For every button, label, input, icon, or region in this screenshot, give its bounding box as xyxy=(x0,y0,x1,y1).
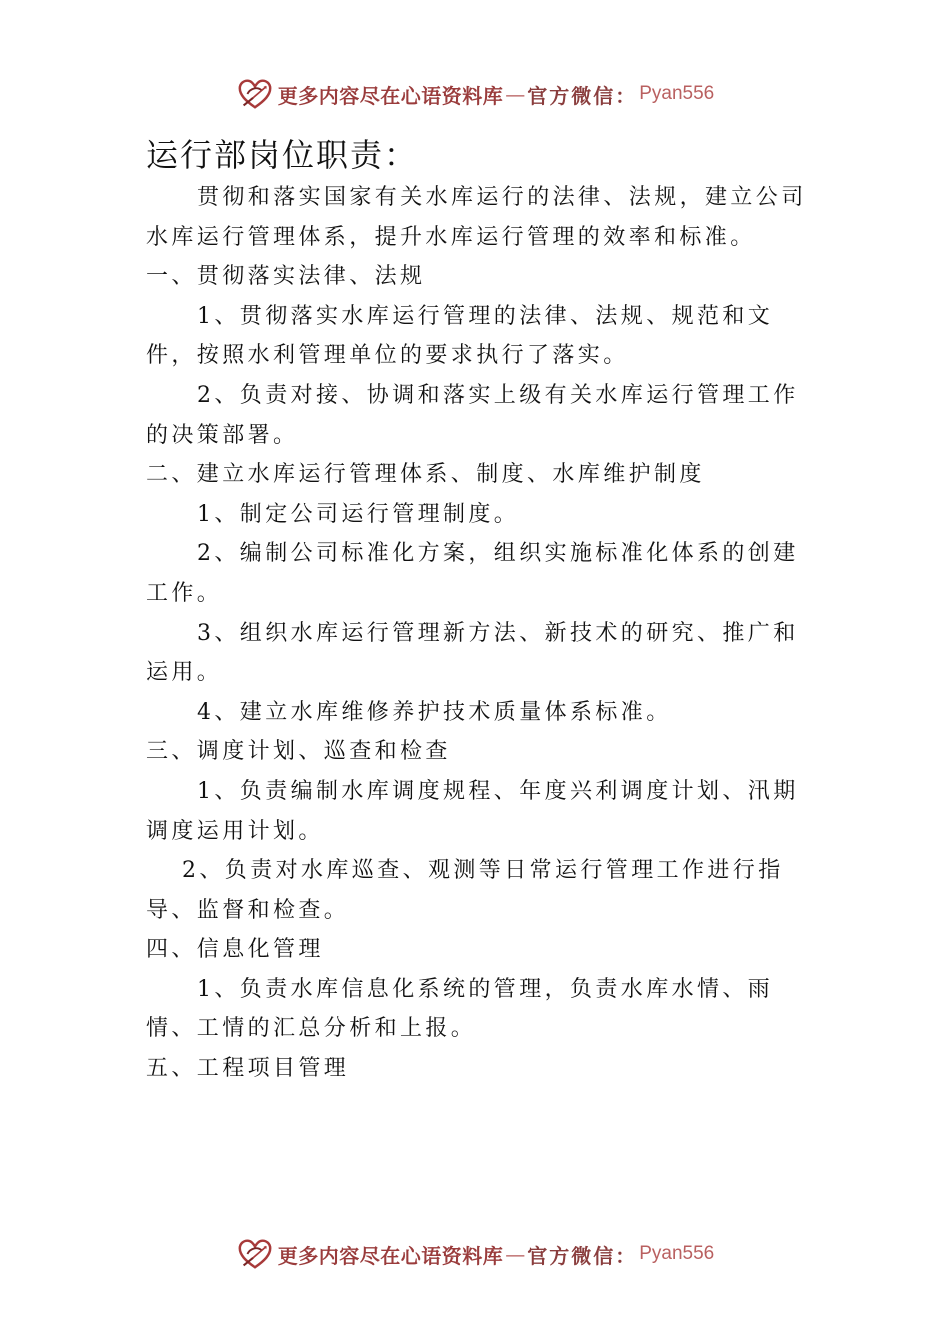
list-item: 2、编制公司标准化方案，组织实施标准化体系的创建工作。 xyxy=(146,541,799,606)
page-title: 运行部岗位职责： xyxy=(146,136,419,174)
list-item: 1、负责水库信息化系统的管理，负责水库水情、雨情、工情的汇总分析和上报。 xyxy=(146,976,774,1042)
watermark-dash: — xyxy=(505,82,526,106)
watermark-official-label: 官方微信： xyxy=(527,1243,638,1268)
heart-logo-icon xyxy=(236,1235,274,1273)
watermark-official-label: 官方微信： xyxy=(527,83,638,108)
watermark-wechat-id: Pyan556 xyxy=(639,83,715,104)
heart-logo-icon xyxy=(236,75,274,113)
list-item: 3、组织水库运行管理新方法、新技术的研究、推广和运用。 xyxy=(146,620,799,686)
watermark-wechat-id: Pyan556 xyxy=(639,1243,715,1264)
watermark-slogan: 更多内容尽在心语资料库 xyxy=(277,1243,504,1268)
list-item: 2、负责对水库巡查、观测等日常运行管理工作进行指导、监督和检查。 xyxy=(146,858,784,923)
watermark-dash: — xyxy=(505,1242,526,1266)
section-heading: 三、调度计划、巡查和检查 xyxy=(146,739,451,765)
document-body xyxy=(146,178,811,1089)
header-watermark xyxy=(0,72,950,116)
intro-paragraph: 贯彻和落实国家有关水库运行的法律、法规，建立公司水库运行管理体系，提升水库运行管理的效率和标准。 xyxy=(146,185,807,250)
list-item: 4、建立水库维修养护技术质量体系标准。 xyxy=(197,699,672,725)
watermark-slogan: 更多内容尽在心语资料库 xyxy=(277,83,504,108)
list-item: 1、负责编制水库调度规程、年度兴利调度计划、汛期调度运用计划。 xyxy=(146,778,799,844)
section-heading: 五、工程项目管理 xyxy=(146,1056,350,1082)
list-item: 1、贯彻落实水库运行管理的法律、法规、规范和文件，按照水利管理单位的要求执行了落实。 xyxy=(146,303,774,369)
section-heading: 二、建立水库运行管理体系、制度、水库维护制度 xyxy=(146,462,705,488)
section-heading: 四、信息化管理 xyxy=(146,937,324,963)
list-item: 2、负责对接、协调和落实上级有关水库运行管理工作的决策部署。 xyxy=(146,382,799,448)
section-heading: 一、贯彻落实法律、法规 xyxy=(146,264,426,290)
footer-watermark xyxy=(0,1232,950,1276)
list-item: 1、制定公司运行管理制度。 xyxy=(197,501,520,527)
